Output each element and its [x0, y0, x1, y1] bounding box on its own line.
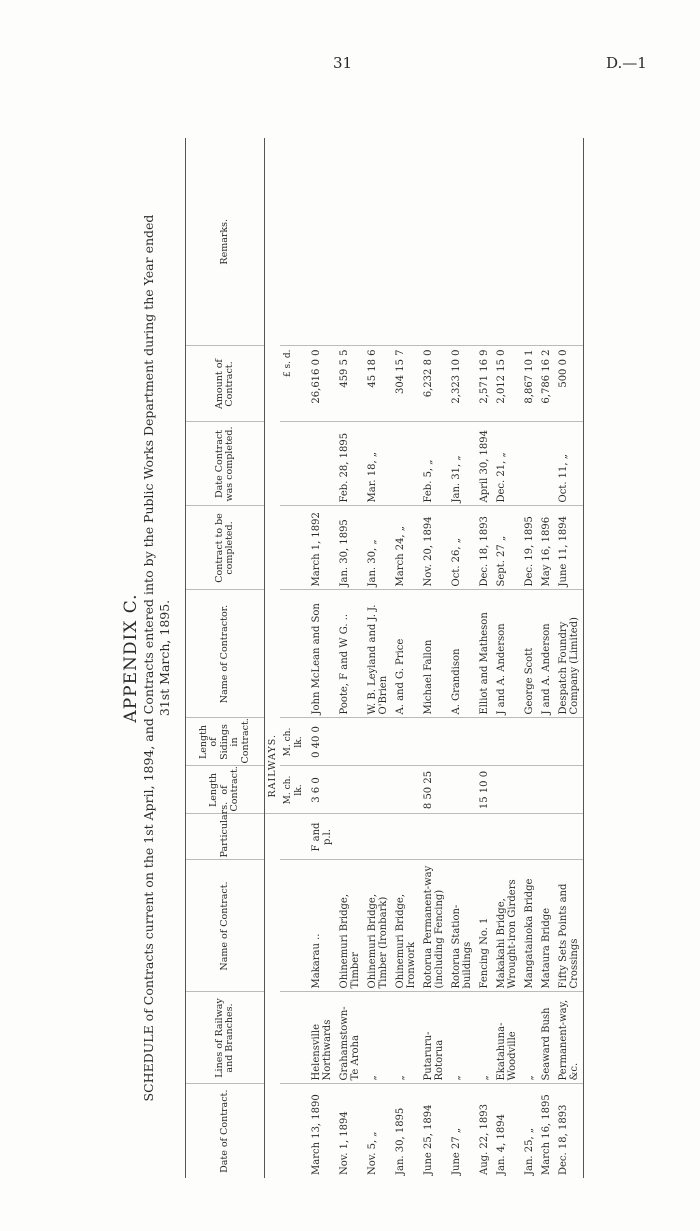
cell-length	[521, 766, 538, 814]
cell-particulars	[476, 814, 493, 860]
cell-sidings	[476, 718, 493, 766]
cell-amount: 8,867 10 1	[521, 346, 538, 422]
table-row	[336, 138, 364, 1178]
cell-amount: 500 0 0	[555, 346, 584, 422]
cell-name: Makakahi Bridge, Wrought-iron Girders	[493, 860, 521, 992]
cell-date: March 16, 1895	[541, 1094, 552, 1175]
cell-to-complete: Nov. 20, 1894	[420, 506, 448, 590]
table-row	[364, 138, 392, 1178]
cell-date: March 13, 1890	[311, 1094, 322, 1175]
cell-date: June 27 „	[451, 1127, 462, 1175]
col-completed: Date Contract was completed.	[186, 422, 265, 506]
cell-completed: April 30, 1894	[476, 422, 493, 506]
table-row	[493, 138, 521, 1178]
schedule-subtitle	[141, 138, 173, 1178]
cell-contractor: John McLean and Son	[308, 590, 336, 718]
amount-unit: £ s. d.	[280, 346, 308, 422]
cell-amount: 2,012 15 0	[493, 346, 521, 422]
table-row	[392, 138, 420, 1178]
cell-to-complete: May 16, 1896	[538, 506, 555, 590]
cell-name: Fencing No. 1	[476, 860, 493, 992]
cell-line: Helensville Northwards	[308, 992, 336, 1084]
table-row	[538, 138, 555, 1178]
cell-remarks	[521, 138, 538, 346]
cell-particulars	[555, 814, 584, 860]
cell-remarks	[448, 138, 476, 346]
cell-name: Fifty Sets Points and Crossings	[555, 860, 584, 992]
cell-completed	[521, 422, 538, 506]
cell-contractor: J and A. Anderson	[493, 590, 521, 718]
cell-particulars	[364, 814, 392, 860]
cell-to-complete: June 11, 1894	[555, 506, 584, 590]
cell-length	[493, 766, 521, 814]
cell-particulars	[420, 814, 448, 860]
col-to-complete: Contract to be completed.	[186, 506, 265, 590]
cell-to-complete: March 1, 1892	[308, 506, 336, 590]
col-particulars: Particulars.	[186, 814, 265, 860]
cell-date: June 25, 1894	[423, 1104, 434, 1175]
cell-to-complete: Jan. 30, 1895	[336, 506, 364, 590]
cell-length	[392, 766, 420, 814]
cell-length: 3 6 0	[308, 766, 336, 814]
length-unit: M. ch. lk.	[280, 766, 308, 814]
cell-sidings	[555, 718, 584, 766]
appendix-title: APPENDIX C.	[121, 593, 141, 723]
cell-amount: 304 15 7	[392, 346, 420, 422]
cell-particulars	[493, 814, 521, 860]
table-row	[555, 138, 584, 1178]
cell-completed: Mar. 18, „	[364, 422, 392, 506]
sidings-unit: M. ch. lk.	[280, 718, 308, 766]
col-remarks: Remarks.	[186, 138, 265, 346]
cell-line: Putaruru-Rotorua	[420, 992, 448, 1084]
cell-contractor: Elliot and Matheson	[476, 590, 493, 718]
cell-line: Permanent-way, &c.	[555, 992, 584, 1084]
cell-contractor: George Scott	[521, 590, 538, 718]
cell-completed	[392, 422, 420, 506]
cell-sidings	[521, 718, 538, 766]
col-name: Name of Contract.	[186, 860, 265, 992]
cell-completed	[538, 422, 555, 506]
cell-particulars	[336, 814, 364, 860]
cell-name: Ohinemuri Bridge, Ironwork	[392, 860, 420, 992]
cell-remarks	[364, 138, 392, 346]
cell-amount: 6,786 16 2	[538, 346, 555, 422]
col-line: Lines of Railway and Branches.	[186, 992, 265, 1084]
cell-completed: Feb. 5, „	[420, 422, 448, 506]
cell-sidings	[448, 718, 476, 766]
cell-sidings	[392, 718, 420, 766]
cell-line: „	[521, 992, 538, 1084]
cell-date: Jan. 30, 1895	[395, 1107, 406, 1175]
cell-particulars	[392, 814, 420, 860]
table-row	[420, 138, 448, 1178]
cell-date: Dec. 18, 1893	[555, 1084, 584, 1178]
cell-length	[538, 766, 555, 814]
contracts-table	[185, 138, 584, 1178]
cell-remarks	[420, 138, 448, 346]
cell-completed: Feb. 28, 1895	[336, 422, 364, 506]
page-number: 31	[333, 54, 353, 72]
table-row	[308, 138, 336, 1178]
cell-amount: 45 18 6	[364, 346, 392, 422]
cell-particulars	[538, 814, 555, 860]
cell-remarks	[336, 138, 364, 346]
col-contractor: Name of Contractor.	[186, 590, 265, 718]
cell-line: Grahamstown-Te Aroha	[336, 992, 364, 1084]
cell-to-complete: Dec. 19, 1895	[521, 506, 538, 590]
cell-name: Mangatainoka Bridge	[521, 860, 538, 992]
cell-to-complete: March 24, „	[392, 506, 420, 590]
cell-contractor: Poote, F and W G. ..	[336, 590, 364, 718]
cell-date: Jan. 4, 1894	[496, 1114, 507, 1175]
cell-completed: Jan. 31, „	[448, 422, 476, 506]
cell-remarks	[493, 138, 521, 346]
document-reference: D.—1	[606, 54, 647, 72]
section-row	[265, 138, 281, 1178]
cell-to-complete: Jan. 30, „	[364, 506, 392, 590]
col-sidings: Length of Sidings in Contract.	[186, 718, 265, 766]
cell-particulars	[448, 814, 476, 860]
cell-completed: Oct. 11, „	[555, 422, 584, 506]
cell-contractor: A. Grandison	[448, 590, 476, 718]
cell-line: „	[364, 992, 392, 1084]
cell-remarks	[308, 138, 336, 346]
cell-name: Ohinemuri Bridge, Timber	[336, 860, 364, 992]
cell-sidings	[336, 718, 364, 766]
cell-line: Ekatahuna-Woodville	[493, 992, 521, 1084]
cell-contractor: W. B. Leyland and J. J. O'Brien	[364, 590, 392, 718]
cell-sidings: 0 40 0	[308, 718, 336, 766]
cell-name: Mataura Bridge	[538, 860, 555, 992]
cell-amount: 459 5 5	[336, 346, 364, 422]
cell-length	[364, 766, 392, 814]
subtitle-line-2: 31st March, 1895.	[157, 599, 172, 717]
cell-name: Ohinemuri Bridge, Timber (Ironbark)	[364, 860, 392, 992]
cell-particulars	[521, 814, 538, 860]
cell-completed: Dec. 21, „	[493, 422, 521, 506]
subtitle-line-1: SCHEDULE of Contracts current on the 1st April, 1894, and Contracts entered into by the Public Works Department during the Year ended	[141, 214, 156, 1102]
cell-date: Nov. 5, „	[367, 1131, 378, 1175]
cell-length	[336, 766, 364, 814]
cell-remarks	[555, 138, 584, 346]
table-row	[521, 138, 538, 1178]
cell-particulars: F and p.l.	[308, 814, 336, 860]
cell-contractor: A. and G. Price	[392, 590, 420, 718]
cell-line: „	[392, 992, 420, 1084]
cell-contractor: Despatch Foundry Company (Limited)	[555, 590, 584, 718]
cell-date: Aug. 22, 1893	[479, 1104, 490, 1175]
cell-sidings	[538, 718, 555, 766]
cell-name: Rotorua Permanent-way (including Fencing)	[420, 860, 448, 992]
cell-line: Seaward Bush	[538, 992, 555, 1084]
cell-line: „	[448, 992, 476, 1084]
cell-remarks	[538, 138, 555, 346]
col-date: Date of Contract.	[186, 1084, 265, 1178]
cell-line: „	[476, 992, 493, 1084]
cell-length: 15 10 0	[476, 766, 493, 814]
cell-sidings	[364, 718, 392, 766]
col-length: Length of Contract.	[186, 766, 265, 814]
section-label: RAILWAYS.	[265, 718, 281, 814]
cell-amount: 26,616 0 0	[308, 346, 336, 422]
cell-remarks	[476, 138, 493, 346]
units-row	[280, 138, 308, 1178]
cell-date: Nov. 1, 1894	[339, 1111, 350, 1175]
cell-contractor: J and A. Anderson	[538, 590, 555, 718]
cell-amount: 2,571 16 9	[476, 346, 493, 422]
table-header-row	[186, 138, 265, 1178]
table-row	[476, 138, 493, 1178]
cell-sidings	[493, 718, 521, 766]
table-row	[448, 138, 476, 1178]
cell-to-complete: Dec. 18, 1893	[476, 506, 493, 590]
cell-name: Makarau ..	[308, 860, 336, 992]
rotated-schedule	[121, 138, 580, 1178]
cell-contractor: Michael Fallon	[420, 590, 448, 718]
cell-length	[448, 766, 476, 814]
cell-date: Jan. 25, „	[524, 1127, 535, 1175]
cell-length: 8 50 25	[420, 766, 448, 814]
col-amount: Amount of Contract.	[186, 346, 265, 422]
cell-amount: 2,323 10 0	[448, 346, 476, 422]
cell-to-complete: Oct. 26, „	[448, 506, 476, 590]
cell-remarks	[392, 138, 420, 346]
cell-completed	[308, 422, 336, 506]
cell-length	[555, 766, 584, 814]
cell-name: Rotorua Station-buildings	[448, 860, 476, 992]
cell-sidings	[420, 718, 448, 766]
cell-amount: 6,232 8 0	[420, 346, 448, 422]
cell-to-complete: Sept. 27 „	[493, 506, 521, 590]
